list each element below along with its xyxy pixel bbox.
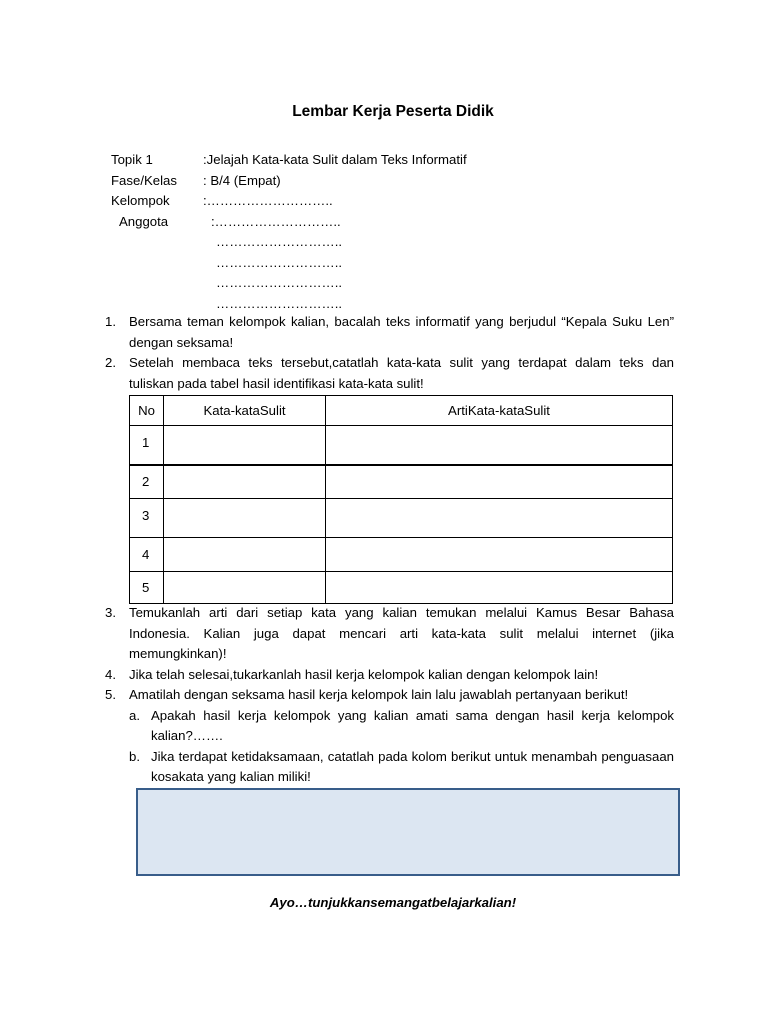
arti-cell[interactable] [326, 499, 673, 538]
sub-item [129, 747, 674, 788]
row-number: 2 [130, 465, 164, 499]
table-row [130, 465, 673, 499]
anggota-line-text: ……………………….. [216, 254, 343, 270]
instruction-number: 4. [105, 666, 116, 682]
arti-cell[interactable] [326, 465, 673, 499]
topik-value: :Jelajah Kata-kata Sulit dalam Teks Informatif [203, 152, 467, 167]
sub-item-text: Jika terdapat ketidaksamaan, catatlah pada kolom berikut untuk menambah penguasaan kosakata yang kalian miliki! [151, 748, 674, 784]
kata-cell[interactable] [164, 465, 326, 499]
kelompok-label: Kelompok [111, 193, 170, 208]
topik-label: Topik 1 [111, 152, 153, 167]
kata-cell[interactable] [164, 426, 326, 465]
instructions-list-bottom [105, 603, 674, 788]
row-number: 1 [130, 426, 164, 465]
table-row [130, 572, 673, 604]
table-row [130, 538, 673, 572]
table-row [130, 499, 673, 538]
header-no: No [130, 396, 164, 426]
header-arti-kata: ArtiKata-kataSulit [326, 396, 673, 426]
sub-questions [129, 706, 674, 788]
sub-item-text: Apakah hasil kerja kelompok yang kalian amati sama dengan hasil kerja kelompok kalian?……. [151, 707, 674, 743]
kata-sulit-table [129, 395, 673, 604]
row-number: 5 [130, 572, 164, 604]
arti-cell[interactable] [326, 572, 673, 604]
kata-cell[interactable] [164, 538, 326, 572]
anggota-label: Anggota [119, 213, 169, 229]
sub-item-letter: b. [129, 748, 140, 764]
fase-value: : B/4 (Empat) [203, 172, 281, 188]
instruction-item [105, 665, 674, 686]
instruction-item [105, 603, 674, 665]
kelompok-field: :……………………….. [203, 193, 333, 208]
instruction-text: Amatilah dengan seksama hasil kerja kelompok lain lalu jawablah pertanyaan berikut! [129, 687, 629, 702]
instruction-text: Setelah membaca teks tersebut,catatlah kata-kata sulit yang terdapat dalam teks dan tuliskan pada tabel hasil identifikasi kata-kata sulit! [129, 355, 674, 391]
instruction-text: Bersama teman kelompok kalian, bacalah teks informatif yang berjudul “Kepala Suku Len” dengan seksama! [129, 314, 674, 350]
table-row [130, 426, 673, 465]
header-kata-sulit: Kata-kataSulit [164, 396, 326, 426]
fase-label: Fase/Kelas [111, 172, 177, 188]
instruction-number: 1. [105, 314, 116, 329]
motivation-footer: Ayo…tunjukkansemangatbelajarkalian! [269, 895, 517, 910]
anggota-field: :……………………….. [211, 213, 341, 229]
instruction-item [105, 312, 674, 353]
anggota-line-text: ……………………….. [216, 234, 343, 249]
sub-item [129, 706, 674, 747]
arti-cell[interactable] [326, 538, 673, 572]
row-number: 4 [130, 538, 164, 572]
instruction-text: Temukanlah arti dari setiap kata yang kalian temukan melalui Kamus Besar Bahasa Indonesia. Kalian juga dapat mencari arti kata-kata sulit melalui internet (jika memungkinkan)! [129, 605, 674, 661]
answer-box[interactable] [136, 788, 680, 876]
row-number: 3 [130, 499, 164, 538]
instruction-text: Jika telah selesai,tukarkanlah hasil kerja kelompok kalian dengan kelompok lain! [129, 666, 599, 682]
page-title: Lembar Kerja Peserta Didik [292, 103, 494, 120]
instruction-number: 3. [105, 605, 116, 620]
sub-item-letter: a. [129, 707, 140, 723]
kata-cell[interactable] [164, 572, 326, 604]
anggota-line-text: ……………………….. [216, 275, 343, 290]
arti-cell[interactable] [326, 426, 673, 465]
anggota-line-text: ……………………….. [216, 295, 343, 311]
kata-cell[interactable] [164, 499, 326, 538]
table-header-row [130, 396, 673, 426]
instruction-item [105, 685, 674, 706]
instruction-item [105, 353, 674, 394]
instruction-number: 2. [105, 355, 116, 370]
instruction-number: 5. [105, 687, 116, 702]
instructions-list-top [105, 312, 674, 394]
